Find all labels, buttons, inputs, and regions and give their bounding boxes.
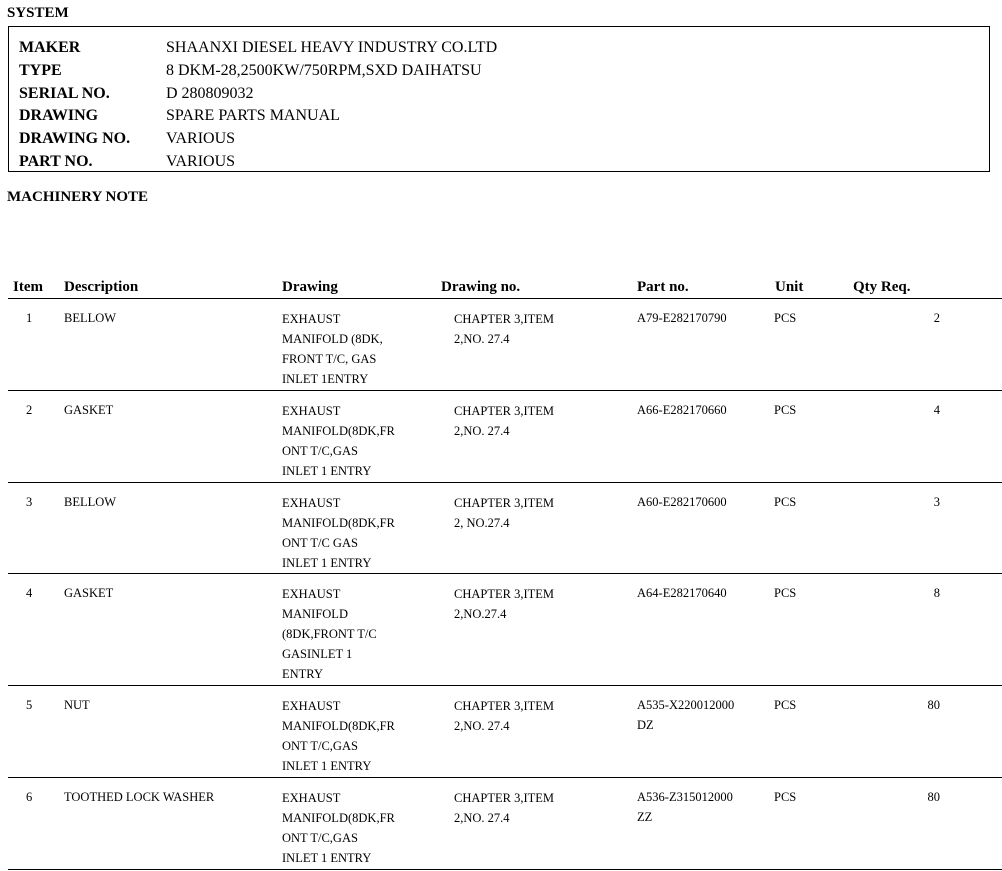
part-no-line: A66-E282170660	[637, 403, 727, 417]
drawing-no-cell	[454, 584, 554, 624]
drawing-line: INLET 1 ENTRY	[282, 464, 372, 478]
row-divider	[8, 482, 1002, 483]
drawing-line: EXHAUST	[282, 404, 341, 418]
drawing-line: MANIFOLD (8DK,	[282, 332, 383, 346]
column-header-drawing-no: Drawing no.	[441, 279, 521, 295]
system-title: SYSTEM	[7, 5, 69, 21]
system-value: VARIOUS	[166, 153, 236, 170]
system-value: VARIOUS	[166, 130, 236, 147]
qty-cell: 4	[933, 403, 940, 417]
machinery-note-title: MACHINERY NOTE	[7, 189, 149, 205]
drawing-line: MANIFOLD(8DK,FR	[282, 516, 395, 530]
drawing-line: EXHAUST	[282, 699, 341, 713]
drawing-line: ONT T/C,GAS	[282, 831, 358, 845]
unit-cell: PCS	[774, 698, 797, 712]
drawing-no-line: 2,NO. 27.4	[454, 332, 510, 346]
description-cell: GASKET	[64, 586, 114, 600]
row-divider	[8, 685, 1002, 686]
row-divider	[8, 869, 1002, 870]
drawing-no-line: CHAPTER 3,ITEM	[454, 312, 554, 326]
row-divider	[8, 777, 1002, 778]
drawing-line: GASINLET 1	[282, 647, 353, 661]
drawing-line: MANIFOLD(8DK,FR	[282, 719, 395, 733]
description-cell: GASKET	[64, 403, 114, 417]
drawing-line: EXHAUST	[282, 312, 341, 326]
part-no-cell	[637, 583, 727, 603]
system-value: SPARE PARTS MANUAL	[166, 107, 340, 124]
system-label: SERIAL NO.	[19, 85, 110, 102]
drawing-line: EXHAUST	[282, 496, 341, 510]
qty-cell: 3	[933, 495, 940, 509]
part-no-line: A79-E282170790	[637, 311, 727, 325]
unit-cell: PCS	[774, 586, 797, 600]
header-divider	[8, 298, 1002, 299]
part-no-line: ZZ	[637, 810, 653, 824]
system-label: TYPE	[19, 62, 62, 79]
column-header-unit: Unit	[775, 279, 804, 295]
qty-cell: 2	[933, 311, 940, 325]
drawing-no-line: CHAPTER 3,ITEM	[454, 587, 554, 601]
drawing-line: ONT T/C,GAS	[282, 444, 358, 458]
drawing-cell	[282, 696, 395, 776]
unit-cell: PCS	[774, 403, 797, 417]
part-no-line: A536-Z315012000	[637, 790, 733, 804]
drawing-no-cell	[454, 309, 554, 349]
row-divider	[8, 390, 1002, 391]
drawing-line: MANIFOLD(8DK,FR	[282, 424, 395, 438]
description-cell: TOOTHED LOCK WASHER	[64, 790, 215, 804]
drawing-cell	[282, 584, 377, 684]
part-no-line: A64-E282170640	[637, 586, 727, 600]
system-info-box	[8, 26, 990, 172]
drawing-line: INLET 1 ENTRY	[282, 851, 372, 865]
item-cell: 4	[26, 586, 33, 600]
drawing-line: (8DK,FRONT T/C	[282, 627, 377, 641]
drawing-cell	[282, 493, 395, 573]
part-no-cell	[637, 400, 727, 420]
drawing-no-line: CHAPTER 3,ITEM	[454, 791, 554, 805]
part-no-cell	[637, 787, 733, 827]
drawing-line: INLET 1 ENTRY	[282, 556, 372, 570]
drawing-no-line: 2,NO.27.4	[454, 607, 507, 621]
unit-cell: PCS	[774, 495, 797, 509]
drawing-line: ENTRY	[282, 667, 323, 681]
drawing-no-line: CHAPTER 3,ITEM	[454, 404, 554, 418]
item-cell: 1	[26, 311, 33, 325]
drawing-line: INLET 1 ENTRY	[282, 759, 372, 773]
part-no-cell	[637, 695, 734, 735]
qty-cell: 80	[927, 698, 940, 712]
system-value: 8 DKM-28,2500KW/750RPM,SXD DAIHATSU	[166, 62, 482, 79]
item-cell: 3	[26, 495, 33, 509]
drawing-no-cell	[454, 788, 554, 828]
drawing-no-line: CHAPTER 3,ITEM	[454, 699, 554, 713]
description-cell: BELLOW	[64, 311, 117, 325]
column-header-qty: Qty Req.	[853, 279, 911, 295]
drawing-no-line: 2,NO. 27.4	[454, 424, 510, 438]
drawing-line: EXHAUST	[282, 791, 341, 805]
drawing-no-line: 2,NO. 27.4	[454, 719, 510, 733]
unit-cell: PCS	[774, 790, 797, 804]
part-no-cell	[637, 308, 727, 328]
drawing-no-cell	[454, 696, 554, 736]
part-no-line: DZ	[637, 718, 654, 732]
drawing-no-cell	[454, 401, 554, 441]
row-divider	[8, 573, 1002, 574]
drawing-line: MANIFOLD(8DK,FR	[282, 811, 395, 825]
drawing-no-line: 2,NO. 27.4	[454, 811, 510, 825]
drawing-line: FRONT T/C, GAS	[282, 352, 377, 366]
drawing-no-cell	[454, 493, 554, 533]
column-header-drawing: Drawing	[282, 279, 338, 295]
column-header-description: Description	[64, 279, 139, 295]
item-cell: 6	[26, 790, 33, 804]
part-no-line: A60-E282170600	[637, 495, 727, 509]
drawing-line: ONT T/C GAS	[282, 536, 358, 550]
qty-cell: 80	[927, 790, 940, 804]
drawing-cell	[282, 401, 395, 481]
system-label: DRAWING NO.	[19, 130, 131, 147]
description-cell: BELLOW	[64, 495, 117, 509]
system-label: DRAWING	[19, 107, 99, 124]
system-label: MAKER	[19, 39, 81, 56]
part-no-cell	[637, 492, 727, 512]
drawing-line: ONT T/C,GAS	[282, 739, 358, 753]
column-header-item: Item	[13, 279, 43, 295]
part-no-line: A535-X220012000	[637, 698, 735, 712]
item-cell: 5	[26, 698, 33, 712]
qty-cell: 8	[933, 586, 940, 600]
drawing-cell	[282, 788, 395, 868]
system-value: D 280809032	[166, 85, 254, 102]
drawing-line: MANIFOLD	[282, 607, 348, 621]
column-header-part-no: Part no.	[637, 279, 689, 295]
drawing-no-line: CHAPTER 3,ITEM	[454, 496, 554, 510]
drawing-no-line: 2, NO.27.4	[454, 516, 510, 530]
system-value: SHAANXI DIESEL HEAVY INDUSTRY CO.LTD	[166, 39, 498, 56]
drawing-line: EXHAUST	[282, 587, 341, 601]
item-cell: 2	[26, 403, 33, 417]
unit-cell: PCS	[774, 311, 797, 325]
system-label: PART NO.	[19, 153, 93, 170]
drawing-line: INLET 1ENTRY	[282, 372, 369, 386]
description-cell: NUT	[64, 698, 90, 712]
drawing-cell	[282, 309, 383, 389]
